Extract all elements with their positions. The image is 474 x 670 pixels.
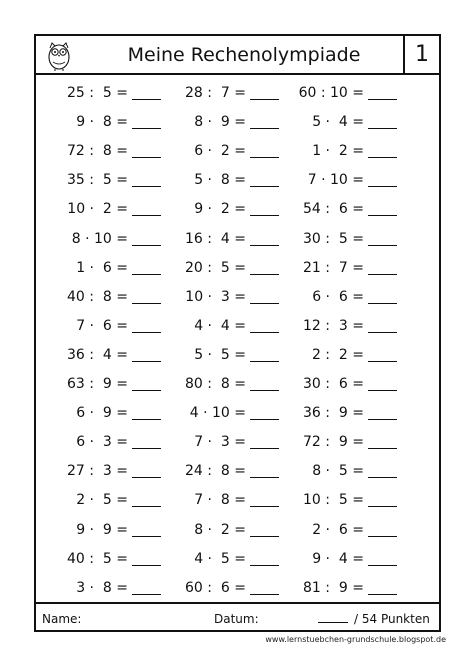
- exercise-row: [36, 516, 439, 544]
- answer-blank[interactable]: [368, 448, 397, 449]
- exercise-row: [36, 370, 439, 398]
- worksheet-title: Meine Rechenolympiade: [127, 44, 361, 66]
- exercise-expression: 24 : 8 =: [185, 463, 246, 480]
- exercise-expression: 4 · 10 =: [189, 405, 246, 422]
- answer-blank[interactable]: [368, 99, 397, 100]
- worksheet-number: 1: [403, 36, 439, 73]
- exercise-expression: 25 : 5 =: [67, 85, 128, 101]
- exercise-expression: 16 : 4 =: [185, 230, 246, 247]
- name-label: Name:: [42, 612, 82, 626]
- exercise-expression: 21 : 7 =: [303, 259, 364, 276]
- exercise-item: [40, 574, 170, 602]
- exercise-expression: 40 : 5 =: [67, 550, 128, 567]
- points-label: / 54 Punkten: [354, 612, 430, 626]
- answer-blank[interactable]: [132, 245, 161, 246]
- answer-blank[interactable]: [250, 332, 279, 333]
- answer-blank[interactable]: [368, 215, 397, 216]
- answer-blank[interactable]: [250, 448, 279, 449]
- exercise-expression: 7 · 6 =: [76, 317, 128, 334]
- exercise-item: [276, 457, 406, 485]
- exercise-row: [36, 137, 439, 165]
- exercise-expression: 80 : 8 =: [185, 376, 246, 392]
- exercise-item: [40, 79, 170, 107]
- exercise-item: [40, 254, 170, 282]
- answer-blank[interactable]: [368, 157, 397, 158]
- exercise-expression: 9 · 8 =: [76, 114, 128, 131]
- answer-blank[interactable]: [132, 390, 161, 391]
- exercise-expression: 7 · 3 =: [194, 434, 246, 451]
- exercise-item: [276, 166, 406, 194]
- exercise-item: [158, 457, 288, 485]
- exercise-item: [158, 225, 288, 253]
- answer-blank[interactable]: [368, 390, 397, 391]
- exercise-item: [40, 457, 170, 485]
- answer-blank[interactable]: [250, 536, 279, 537]
- exercise-expression: 2 · 6 =: [312, 521, 364, 538]
- answer-blank[interactable]: [250, 99, 279, 100]
- exercise-expression: 6 · 2 =: [194, 143, 246, 160]
- answer-blank[interactable]: [368, 274, 397, 275]
- exercise-expression: 10 · 2 =: [67, 201, 128, 218]
- exercise-expression: 10 · 3 =: [185, 288, 246, 305]
- exercise-item: [276, 283, 406, 311]
- exercise-item: [158, 137, 288, 165]
- answer-blank[interactable]: [132, 99, 161, 100]
- exercise-item: [276, 341, 406, 369]
- exercise-expression: 9 · 2 =: [194, 201, 246, 218]
- exercise-expression: 1 · 2 =: [312, 143, 364, 160]
- exercise-item: [276, 370, 406, 398]
- answer-blank[interactable]: [132, 565, 161, 566]
- exercise-item: [40, 283, 170, 311]
- answer-blank[interactable]: [132, 506, 161, 507]
- answer-blank[interactable]: [368, 506, 397, 507]
- exercise-item: [40, 108, 170, 136]
- exercise-expression: 30 : 6 =: [303, 376, 364, 392]
- exercise-item: [40, 341, 170, 369]
- answer-blank[interactable]: [132, 274, 161, 275]
- exercise-item: [276, 399, 406, 427]
- answer-blank[interactable]: [250, 157, 279, 158]
- exercise-item: [158, 516, 288, 544]
- exercise-item: [158, 312, 288, 340]
- exercise-expression: 72 : 9 =: [303, 434, 364, 451]
- exercise-expression: 2 : 2 =: [311, 346, 364, 363]
- answer-blank[interactable]: [132, 128, 161, 129]
- exercise-expression: 40 : 8 =: [67, 288, 128, 305]
- answer-blank[interactable]: [368, 332, 397, 333]
- exercise-item: [276, 108, 406, 136]
- exercise-expression: 7 · 8 =: [194, 492, 246, 509]
- exercise-item: [40, 166, 170, 194]
- exercise-row: [36, 457, 439, 485]
- exercise-expression: 63 : 9 =: [67, 376, 128, 392]
- exercise-expression: 3 · 8 =: [76, 579, 128, 596]
- answer-blank[interactable]: [368, 128, 397, 129]
- exercise-row: [36, 312, 439, 340]
- exercise-item: [40, 370, 170, 398]
- answer-blank[interactable]: [132, 536, 161, 537]
- exercise-expression: 5 · 5 =: [194, 346, 246, 363]
- exercise-expression: 10 : 5 =: [303, 492, 364, 509]
- exercise-item: [276, 137, 406, 165]
- answer-blank[interactable]: [368, 565, 397, 566]
- worksheet-header: [36, 36, 439, 75]
- answer-blank[interactable]: [132, 419, 161, 420]
- exercise-item: [40, 399, 170, 427]
- exercise-expression: 35 : 5 =: [67, 172, 128, 189]
- exercise-row: [36, 399, 439, 427]
- exercise-item: [158, 399, 288, 427]
- exercise-item: [40, 428, 170, 456]
- exercise-item: [158, 428, 288, 456]
- answer-blank[interactable]: [368, 477, 397, 478]
- exercise-expression: 36 : 4 =: [67, 346, 128, 363]
- exercise-item: [158, 166, 288, 194]
- exercise-expression: 4 · 5 =: [194, 550, 246, 567]
- exercise-expression: 6 · 6 =: [312, 288, 364, 305]
- exercise-item: [276, 428, 406, 456]
- answer-blank[interactable]: [250, 186, 279, 187]
- exercise-item: [40, 137, 170, 165]
- exercise-expression: 30 : 5 =: [303, 230, 364, 247]
- exercise-row: [36, 225, 439, 253]
- exercise-row: [36, 195, 439, 223]
- answer-blank[interactable]: [132, 477, 161, 478]
- exercise-row: [36, 166, 439, 194]
- exercise-expression: 9 · 9 =: [76, 521, 128, 538]
- answer-blank[interactable]: [132, 186, 161, 187]
- date-label: Datum:: [214, 612, 259, 626]
- exercise-item: [40, 312, 170, 340]
- answer-blank[interactable]: [132, 303, 161, 304]
- exercise-item: [158, 195, 288, 223]
- exercise-expression: 28 : 7 =: [185, 85, 246, 101]
- exercise-row: [36, 545, 439, 573]
- exercise-item: [158, 79, 288, 107]
- exercise-expression: 8 · 10 =: [71, 230, 128, 247]
- worksheet: [34, 34, 441, 632]
- exercise-item: [276, 195, 406, 223]
- exercise-item: [40, 545, 170, 573]
- exercise-item: [276, 254, 406, 282]
- exercise-item: [276, 225, 406, 253]
- answer-blank[interactable]: [368, 419, 397, 420]
- exercise-item: [158, 370, 288, 398]
- exercise-expression: 36 : 9 =: [303, 405, 364, 422]
- answer-blank[interactable]: [250, 594, 279, 595]
- answer-blank[interactable]: [368, 361, 397, 362]
- exercise-item: [158, 283, 288, 311]
- exercise-expression: 60 : 6 =: [185, 579, 246, 596]
- exercise-row: [36, 79, 439, 107]
- answer-blank[interactable]: [368, 303, 397, 304]
- exercise-row: [36, 254, 439, 282]
- answer-blank[interactable]: [250, 477, 279, 478]
- exercise-expression: 6 · 3 =: [76, 434, 128, 451]
- exercise-item: [40, 486, 170, 514]
- score-blank[interactable]: [318, 622, 348, 623]
- exercise-expression: 8 · 2 =: [194, 521, 246, 538]
- exercise-expression: 12 : 3 =: [303, 317, 364, 334]
- worksheet-footer: [36, 602, 439, 630]
- exercise-row: [36, 341, 439, 369]
- answer-blank[interactable]: [368, 594, 397, 595]
- exercise-item: [158, 574, 288, 602]
- exercise-grid: [36, 79, 439, 604]
- exercise-item: [158, 108, 288, 136]
- answer-blank[interactable]: [250, 506, 279, 507]
- answer-blank[interactable]: [132, 157, 161, 158]
- exercise-expression: 8 · 9 =: [194, 114, 246, 131]
- exercise-item: [40, 195, 170, 223]
- exercise-row: [36, 574, 439, 602]
- exercise-item: [276, 516, 406, 544]
- exercise-item: [158, 486, 288, 514]
- exercise-expression: 2 · 5 =: [76, 492, 128, 509]
- answer-blank[interactable]: [132, 215, 161, 216]
- exercise-item: [40, 516, 170, 544]
- exercise-expression: 60 : 10 =: [298, 85, 364, 101]
- exercise-expression: 5 · 8 =: [194, 172, 246, 189]
- exercise-row: [36, 428, 439, 456]
- exercise-item: [276, 312, 406, 340]
- answer-blank[interactable]: [368, 536, 397, 537]
- exercise-row: [36, 283, 439, 311]
- owl-icon: [44, 39, 74, 71]
- answer-blank[interactable]: [132, 448, 161, 449]
- answer-blank[interactable]: [250, 390, 279, 391]
- exercise-expression: 20 : 5 =: [185, 259, 246, 276]
- answer-blank[interactable]: [250, 245, 279, 246]
- exercise-expression: 81 : 9 =: [303, 579, 364, 596]
- exercise-expression: 7 · 10 =: [307, 172, 364, 189]
- exercise-expression: 9 · 4 =: [312, 550, 364, 567]
- answer-blank[interactable]: [250, 361, 279, 362]
- exercise-item: [276, 545, 406, 573]
- answer-blank[interactable]: [132, 361, 161, 362]
- source-url: www.lernstuebchen-grundschule.blogspot.de: [265, 635, 446, 644]
- answer-blank[interactable]: [250, 128, 279, 129]
- answer-blank[interactable]: [132, 594, 161, 595]
- answer-blank[interactable]: [250, 565, 279, 566]
- exercise-row: [36, 486, 439, 514]
- exercise-item: [158, 341, 288, 369]
- answer-blank[interactable]: [132, 332, 161, 333]
- exercise-item: [276, 486, 406, 514]
- exercise-item: [158, 545, 288, 573]
- exercise-expression: 5 · 4 =: [312, 114, 364, 131]
- exercise-item: [276, 79, 406, 107]
- exercise-expression: 6 · 9 =: [76, 405, 128, 422]
- exercise-expression: 54 : 6 =: [303, 201, 364, 218]
- exercise-item: [276, 574, 406, 602]
- exercise-expression: 72 : 8 =: [67, 143, 128, 160]
- answer-blank[interactable]: [250, 274, 279, 275]
- exercise-item: [40, 225, 170, 253]
- exercise-item: [158, 254, 288, 282]
- answer-blank[interactable]: [250, 215, 279, 216]
- exercise-row: [36, 108, 439, 136]
- exercise-expression: 27 : 3 =: [67, 463, 128, 480]
- exercise-expression: 8 · 5 =: [312, 463, 364, 480]
- answer-blank[interactable]: [250, 303, 279, 304]
- exercise-expression: 4 · 4 =: [194, 317, 246, 334]
- answer-blank[interactable]: [368, 245, 397, 246]
- answer-blank[interactable]: [250, 419, 279, 420]
- answer-blank[interactable]: [368, 186, 397, 187]
- exercise-expression: 1 · 6 =: [76, 259, 128, 276]
